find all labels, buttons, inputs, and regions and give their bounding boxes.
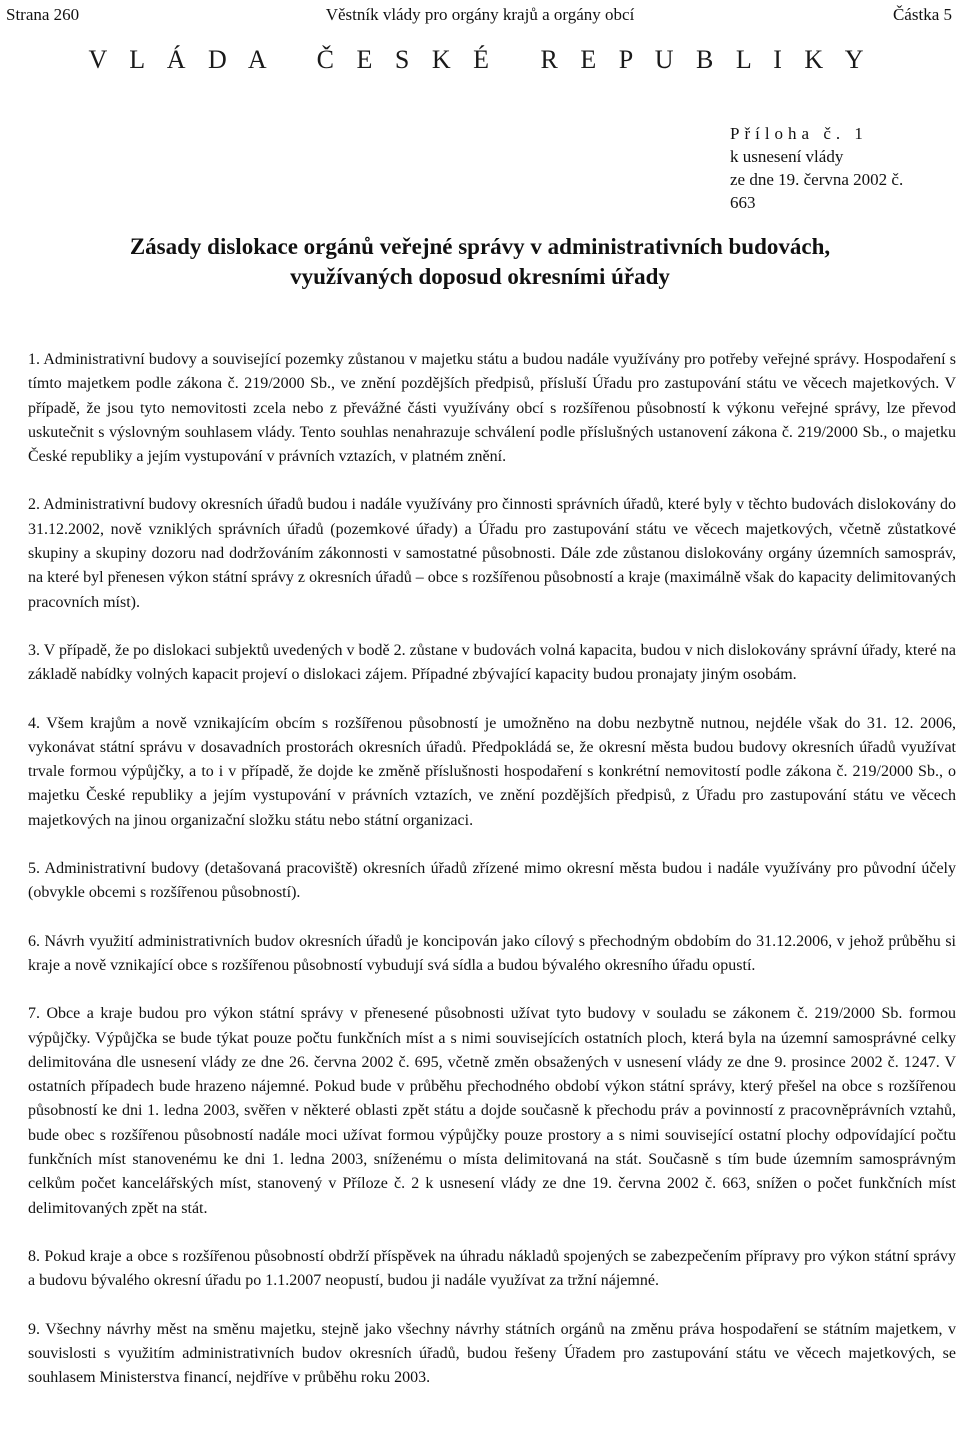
page-header: [0, 4, 960, 28]
document-title-line-1: Zásady dislokace orgánů veřejné správy v administrativních budovách,: [129, 234, 831, 259]
document-title-line-2: využívaných doposud okresními úřady: [290, 264, 670, 289]
principle-item-9: 9. Všechny návrhy měst na směnu majetku, stejně jako všechny návrhy státních orgánů na změnu práva hospodaření se státním majetkem, v souvislosti s využitím administrativních budov okresních úřadů, budou řešeny Úřadem pro zastupování státu ve věcech majetkových, se souhlasem Ministerstva financí, nejdříve v průběhu roku 2003.: [28, 1320, 956, 1387]
principle-item-3: 3. V případě, že po dislokaci subjektů uvedených v bodě 2. zůstane v budovách volná kapacita, budou v nich dislokovány správní úřady, které na základě nabídky volných kapacit projeví o dislokaci zájem. Případné zbývající kapacity budou pronajaty jiným osobám.: [28, 641, 956, 684]
government-title: V L Á D A Č E S K É R E P U B L I K Y: [88, 45, 872, 74]
principle-item-5: 5. Administrativní budovy (detašovaná pracoviště) okresních úřadů zřízené mimo okresní města budou i nadále využívány pro původní účely (obvykle obcemi s rozšířenou působností).: [28, 860, 956, 902]
principle-item-8: 8. Pokud kraje a obce s rozšířenou působností obdrží příspěvek na úhradu nákladů spojených se zabezpečením přípravy pro výkon státní správy a budovu bývalého okresní úřadu po 1.1.2007 neopustí, budou ji nadále využívat za tržní nájemné.: [28, 1247, 956, 1290]
principle-item-2: 2. Administrativní budovy okresních úřadů budou i nadále využívány pro činnosti správních úřadů, které byly v těchto budovách dislokovány do 31.12.2002, nově vzniklých správních úřadů (pozemkové úřady) a Úřadu pro zastupování státu ve věcech majetkových, včetně zůstatkové skupiny a skupiny dozoru nad dodržováním zákonnosti v samostatné působnosti. Dále zde zůstanou dislokovány orgány územních samospráv, na které byl přenesen výkon státní správy z okresních úřadů – obce s rozšířenou působností a kraje (maximálně však do kapacity delimitovaných pracovních míst).: [28, 496, 956, 611]
principle-item-4: 4. Všem krajům a nově vznikajícím obcím s rozšířenou působností je umožněno na dobu nezbytně nutnou, nejdéle však do 31. 12. 2006, vykonávat státní správu v dosavadních prostorách okresních úřadů. Předpokládá se, že okresní města budou budovy okresních úřadů využívat trvale formou výpůjčky, a to i v případě, že dojde ke změně příslušnosti hospodaření s konkrétní nemovitostí podle zákona č. 219/2000 Sb., o majetku České republiky a jejím vystupování v právních vztazích, ve znění pozdějších předpisů, z Úřadu pro zastupování státu ve věcech majetkových na jinou organizační složku státu nebo státní organizaci.: [28, 714, 956, 829]
appendix-reference: [730, 122, 920, 214]
journal-title: Věstník vlády pro orgány krajů a orgány obcí: [325, 5, 635, 24]
page-number: Strana 260: [6, 5, 80, 24]
principle-item-1: 1. Administrativní budovy a související pozemky zůstanou v majetku státu a budou nadále využívány pro potřeby veřejné správy. Hospodaření s tímto majetkem podle zákona č. 219/2000 Sb., ve znění pozdějších předpisů, přísluší Úřadu pro zastupování státu ve věcech majetkových. V případě, že jsou tyto nemovitosti zcela nebo z převážné části využívány obcí s rozšířenou působností k výkonu veřejné správy, lze převod uskutečnit s výslovným souhlasem vlády. Tento souhlas nenahrazuje schválení podle příslušných ustanovení zákona č. 219/2000 Sb., o majetku České republiky a jejím vystupování v právních vztazích, v platném znění.: [28, 351, 956, 466]
principles-list: [28, 348, 956, 1414]
appendix-resolution: k usnesení vlády: [730, 147, 844, 166]
document-title: [0, 232, 960, 292]
principle-item-7: 7. Obce a kraje budou pro výkon státní správy v přenesené působnosti užívat tyto budovy v souladu se zákonem č. 219/2000 Sb. formou výpůjčky. Výpůjčka se bude týkat pouze počtu funkčních míst a s nimi souvisejících ostatních ploch, která byla na územní samosprávné celky delimitována dle usnesení vlády ze dne 26. června 2002 č. 695, včetně změn obsažených v usnesení vlády ze dne 9. prosince 2002 č. 1247. V ostatních případech bude hrazeno nájemné. Pokud bude v průběhu přechodného období výkon státní správy, který přešel na obce s rozšířenou působností ke dni 1. ledna 2003, svěřen v některé oblasti zpět státu a dojde současně k přechodu práv a povinností z pracovněprávních vztahů, bude obec s rozšířenou působností nadále moci užívat formou výpůjčky pouze prostory a s nimi související ostatní plochy odpovídající počtu funkčních míst stanovenému ke dni 1. ledna 2003, sníženému o místa delimitovaná na stát. Současně s tím bude územním samosprávným celkům počet kancelářských míst, stanovený v Příloze č. 2 k usnesení vlády ze dne 19. června 2002 č. 663, snížen o počet funkčních míst delimitovaných zpět na stát.: [28, 1005, 956, 1217]
principle-item-6: 6. Návrh využití administrativních budov okresních úřadů je koncipován jako cílový s přechodným obdobím do 31.12.2006, v jehož průběhu si kraje a nově vznikající obce s rozšířenou působností vybudují svá sídla a budou bývalého okresního úřadu opustí.: [28, 932, 956, 974]
issue-number: Částka 5: [892, 5, 952, 24]
appendix-label: Příloha č. 1: [730, 124, 868, 143]
appendix-date: ze dne 19. června 2002 č. 663: [730, 170, 904, 212]
